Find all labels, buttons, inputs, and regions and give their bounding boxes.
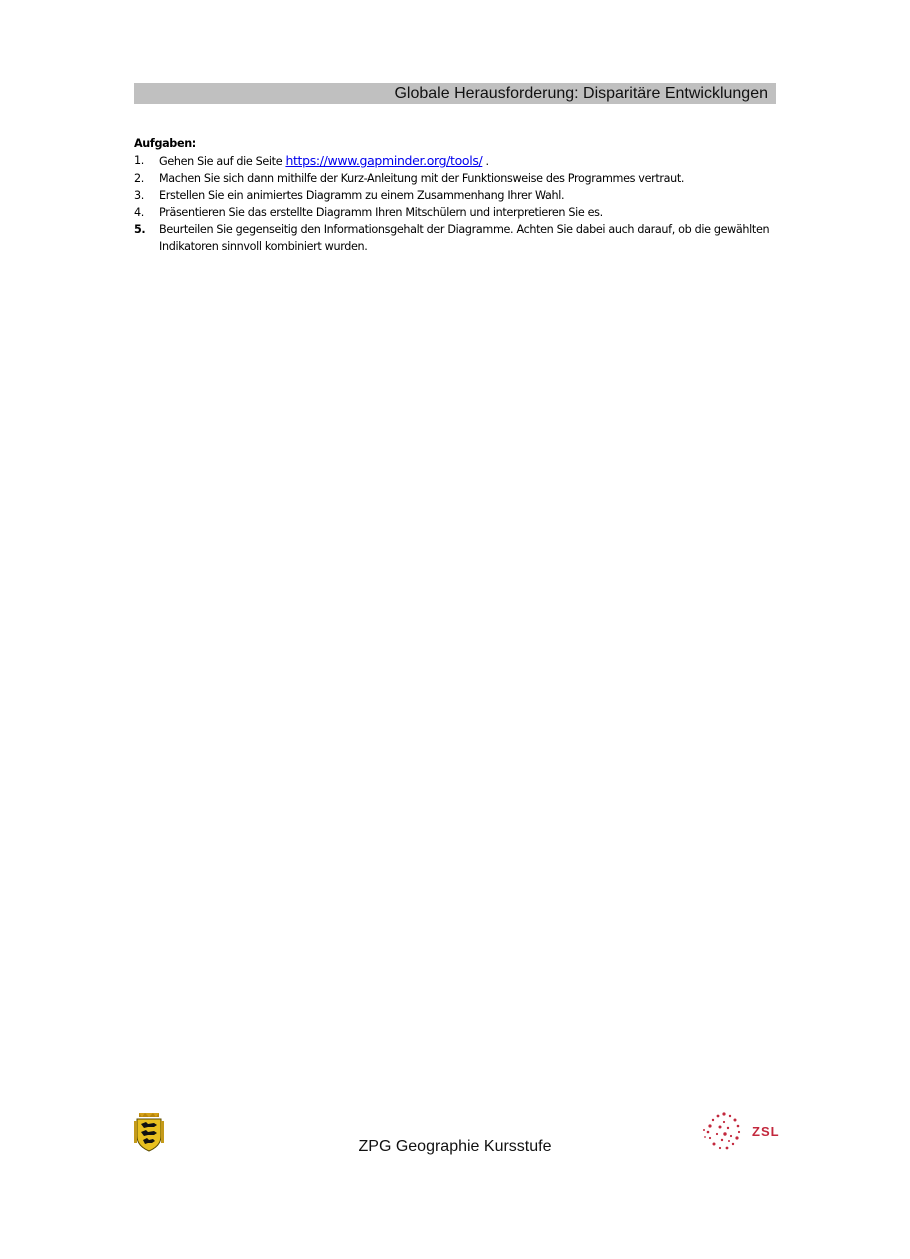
header-bar [134,83,776,104]
footer-title: ZPG Geographie Kursstufe [358,1138,552,1155]
task-list [134,152,784,255]
task-text: Präsentieren Sie das erstellte Diagramm Ihren Mitschülern und interpretieren Sie es. [159,206,603,219]
task-text: Beurteilen Sie gegenseitig den Informationsgehalt der Diagramme. Achten Sie dabei auch darauf, ob die gewählten Indikatoren sinnvoll kombiniert wurden. [159,223,770,253]
tasks-section [134,135,784,255]
task-text [159,155,489,168]
task-number: 2. [134,172,144,185]
task-number: 1. [134,154,144,167]
header-title: Globale Herausforderung: Disparitäre Entwicklungen [394,85,768,102]
task-text: Machen Sie sich dann mithilfe der Kurz-Anleitung mit der Funktionsweise des Programmes vertraut. [159,172,685,185]
gapminder-link[interactable]: https://www.gapminder.org/tools/ [285,153,483,168]
task-number: 5. [134,223,146,236]
task-text-after-link: . [482,155,489,168]
task-text: Erstellen Sie ein animiertes Diagramm zu einem Zusammenhang Ihrer Wahl. [159,189,565,202]
task-text-before-link: Gehen Sie auf die Seite [159,155,286,168]
task-item-5 [134,221,784,255]
task-item-3 [134,187,784,204]
tasks-heading: Aufgaben: [134,137,196,150]
zsl-dots-icon [700,1110,750,1154]
task-item-1 [134,152,784,170]
task-number: 4. [134,206,144,219]
task-item-2 [134,170,784,187]
task-item-4 [134,204,784,221]
zsl-logo-text: ZSL [752,1124,780,1139]
task-number: 3. [134,189,144,202]
